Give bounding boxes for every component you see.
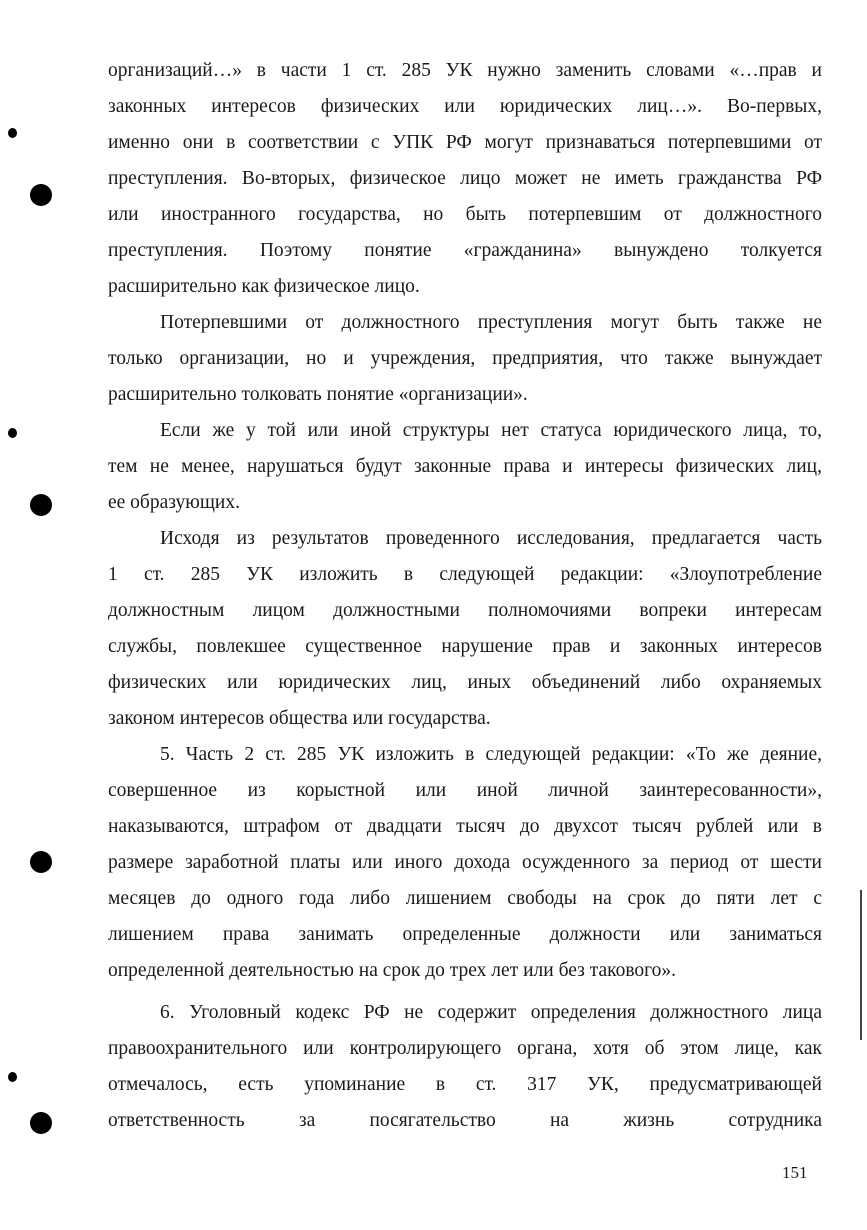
page-number: 151 xyxy=(782,1163,808,1182)
text-line: правоохранительного или контролирующего органа, хотя об этом лице, как xyxy=(108,1038,822,1059)
binding-hole-small xyxy=(8,428,17,438)
text-line: расширительно как физическое лицо. xyxy=(108,276,420,297)
text-line: месяцев до одного года либо лишением свободы на срок до пяти лет с xyxy=(108,888,822,909)
text-line: только организации, но и учреждения, предприятия, что также вынуждает xyxy=(108,348,822,369)
text-line: или иностранного государства, но быть потерпевшим от должностного xyxy=(108,204,822,225)
text-line: совершенное из корыстной или иной личной заинтересованности», xyxy=(108,780,822,801)
binding-hole-small xyxy=(8,1072,17,1082)
text-line: службы, повлекшее существенное нарушение прав и законных интересов xyxy=(108,636,822,657)
text-line: ответственность за посягательство на жизнь сотрудника xyxy=(108,1110,822,1131)
text-line: лишением права занимать определенные должности или заниматься xyxy=(108,924,822,945)
paragraph-first-line: Потерпевшими от должностного преступления могут быть также не xyxy=(160,312,822,333)
paragraph-first-line: Если же у той или иной структуры нет статуса юридического лица, то, xyxy=(160,420,822,441)
text-line: преступления. Во-вторых, физическое лицо может не иметь гражданства РФ xyxy=(108,168,822,189)
text-line: законных интересов физических или юридических лиц…». Во-первых, xyxy=(108,96,822,117)
paragraph-first-line: 5. Часть 2 ст. 285 УК изложить в следующей редакции: «То же деяние, xyxy=(160,744,822,765)
scan-edge-line xyxy=(860,890,862,1040)
text-line: тем не менее, нарушаться будут законные права и интересы физических лиц, xyxy=(108,456,822,477)
binding-hole xyxy=(30,494,52,516)
text-line: наказываются, штрафом от двадцати тысяч до двухсот тысяч рублей или в xyxy=(108,816,822,837)
text-line: ее образующих. xyxy=(108,492,240,513)
text-line: организаций…» в части 1 ст. 285 УК нужно заменить словами «…прав и xyxy=(108,60,822,81)
text-line: физических или юридических лиц, иных объединений либо охраняемых xyxy=(108,672,822,693)
text-line: отмечалось, есть упоминание в ст. 317 УК, предусматривающей xyxy=(108,1074,822,1095)
text-line: расширительно толковать понятие «организации». xyxy=(108,384,528,405)
text-line: именно они в соответствии с УПК РФ могут признаваться потерпевшими от xyxy=(108,132,822,153)
text-line: законом интересов общества или государства. xyxy=(108,708,491,729)
binding-hole xyxy=(30,184,52,206)
paragraph-first-line: Исходя из результатов проведенного исследования, предлагается часть xyxy=(160,528,822,549)
binding-hole xyxy=(30,851,52,873)
binding-hole-small xyxy=(8,128,17,138)
text-line: размере заработной платы или иного дохода осужденного за период от шести xyxy=(108,852,822,873)
paragraph-first-line: 6. Уголовный кодекс РФ не содержит определения должностного лица xyxy=(160,1002,822,1023)
text-line: определенной деятельностью на срок до трех лет или без такового». xyxy=(108,960,677,981)
text-line: должностным лицом должностными полномочиями вопреки интересам xyxy=(108,600,822,621)
binding-hole xyxy=(30,1112,52,1134)
text-line: преступления. Поэтому понятие «гражданина» вынуждено толкуется xyxy=(108,240,822,261)
text-line: 1 ст. 285 УК изложить в следующей редакции: «Злоупотребление xyxy=(108,564,822,585)
